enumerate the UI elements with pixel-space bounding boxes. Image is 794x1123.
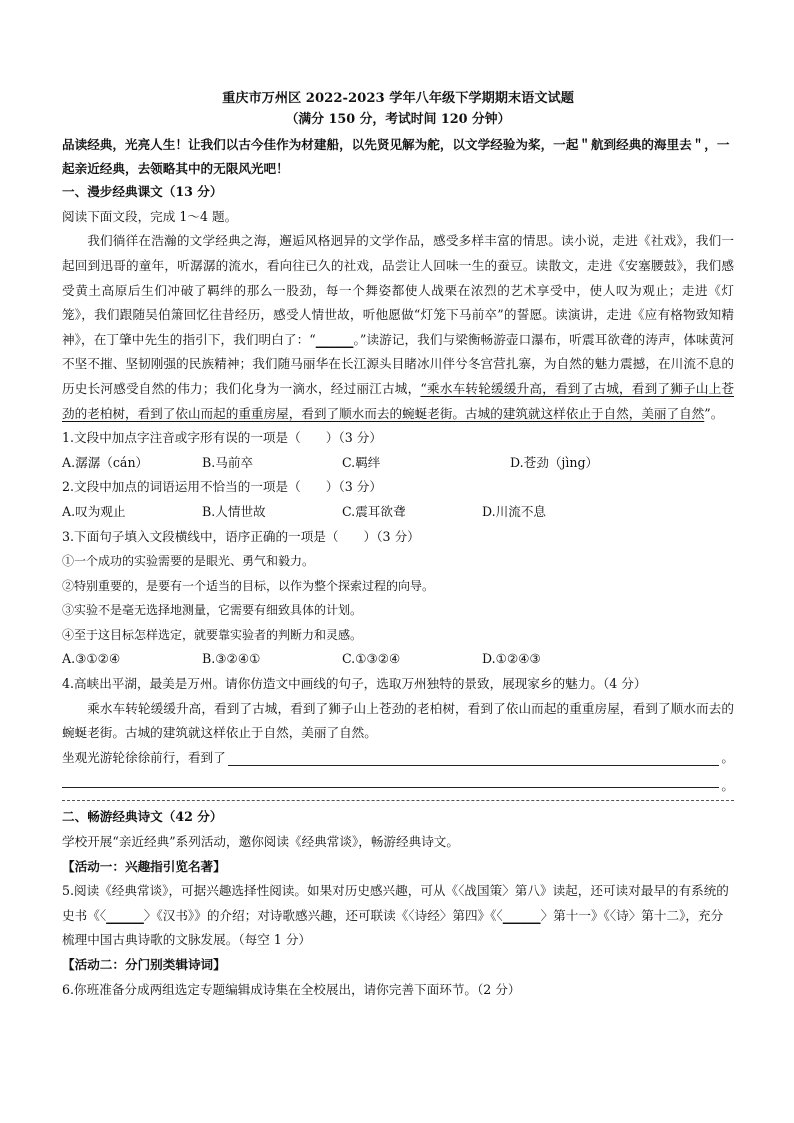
q1-option-a[interactable]: A.潺潺（cán） — [62, 454, 149, 470]
q2-option-b[interactable]: B.人情世故 — [202, 503, 266, 519]
intro-paragraph: 品读经典，光亮人生！让我们以古今佳作为材建船，以先贤见解为舵，以文学经验为桨，一起＂航到经典的海里去＂，一起亲近经典，去领略其中的无限风光吧！ — [62, 137, 730, 176]
question-2-options — [62, 500, 734, 525]
question-3-stem: 3.下面句子填入文段横线中，语序正确的一项是（ ）（3 分） — [62, 528, 420, 544]
activity-1-heading: 【活动一：兴趣指引览名著】 — [62, 858, 226, 874]
q4-prompt: 坐观光游轮徐徐前行，看到了 — [62, 749, 226, 765]
q2-option-a[interactable]: A.叹为观止 — [62, 503, 126, 519]
q2-option-c[interactable]: C.震耳欲聋 — [342, 503, 406, 519]
q5-blank-1[interactable]: ______ — [106, 907, 144, 923]
q1-option-d[interactable]: D.苍劲（jìng） — [510, 454, 599, 470]
question-3-options — [62, 647, 734, 672]
reading-instruction: 阅读下面文段，完成 1～4 题。 — [62, 208, 238, 224]
question-6: 6.你班准备分成两组选定专题编辑成诗集在全校展出，请你完善下面环节。（2 分） — [62, 981, 521, 997]
q3-sentence-2: ②特别重要的，是要有一个适当的目标，以作为整个探索过程的向导。 — [62, 578, 435, 593]
q5-text-b: 〉《汉书》》的介绍；对诗歌感兴趣，还可联读《〈诗经〉第四》《〈 — [143, 907, 503, 923]
activity-2-heading: 【活动二：分门别类辑诗词】 — [62, 957, 226, 972]
question-1-options — [62, 451, 734, 476]
q3-option-c[interactable]: C.①③②④ — [342, 651, 401, 667]
q2-option-d[interactable]: D.川流不息 — [482, 503, 547, 519]
page-subtitle: （满分 150 分，考试时间 120 分钟） — [285, 112, 511, 127]
q4-end-mark: 。 — [721, 749, 734, 765]
reading-passage — [62, 229, 734, 426]
question-1-stem: 1.文段中加点字注音或字形有误的一项是（ ）（3 分） — [62, 430, 382, 446]
q3-sentence-4: ④至于这目标怎样选定，就要靠实验者的判断力和灵感。 — [62, 627, 363, 642]
passage-text-1: 我们徜徉在浩瀚的文学经典之海，邂逅风格迥异的文学作品，感受多样丰富的情思。读小说，走进《社戏》，我们一起回到迅哥的童年，听潺潺的流水，看向往已久的社戏，品尝让人回味一生的蚕豆。读散文，走进《安塞腰鼓》，我们感受黄土高原后生们冲破了羁绊的那么一股劲，每一个舞姿都使人战栗在浓烈的艺术享受中，使人叹为观止；走进《灯笼》，我们跟随吴伯箫回忆往昔经历，感受人情世故，听他愿做“灯笼下马前卒”的誓愿。读演讲，走进《应有格物致知精神》，在丁肇中先生的指引下，我们明白了：“ — [62, 233, 734, 347]
q1-option-b[interactable]: B.马前卒 — [202, 454, 254, 470]
page-title: 重庆市万州区 2022-2023 学年八年级下学期期末语文试题 — [222, 91, 574, 106]
q3-option-d[interactable]: D.①②④③ — [482, 651, 541, 667]
q5-blank-2[interactable]: ______ — [502, 907, 541, 923]
section-heading-2: 二、畅游经典诗文（42 分） — [62, 809, 223, 825]
question-4-stem: 4.高峡出平湖，最美是万州。请你仿造文中画线的句子，选取万州独特的景致，展现家乡的魅力。（4 分） — [62, 676, 647, 692]
section-2-intro: 学校开展“亲近经典”系列活动，邀你阅读《经典常谈》，畅游经典诗文。 — [62, 834, 459, 850]
q4-answer-blank-1[interactable] — [228, 747, 720, 766]
q5-text-c: 〉第十一》《〈诗〉第十二》，充分梳理中国古典诗歌的文脉发展。（每空 1 分） — [62, 907, 724, 948]
section-heading-1: 一、漫步经典课文（13 分） — [62, 184, 223, 200]
passage-end: ”。 — [704, 405, 724, 421]
q5-text-a: 5.阅读《经典常谈》，可据兴趣选择性阅读。如果对历史感兴趣，可从《〈战国策〉第八》读起，还可读对最早的有系统的史书《〈 — [62, 883, 729, 923]
question-4-quote: 乘水车转轮缓缓升高，看到了古城，看到了狮子山上苍劲的老柏树，看到了依山而起的重重房屋，看到了顺水而去的蜿蜒老街。古城的建筑就这样依止于自然，美丽了自然。 — [62, 700, 734, 741]
q4-answer-line — [62, 746, 734, 771]
q1-option-c[interactable]: C.羁绊 — [342, 454, 381, 470]
q4-answer-blank-2[interactable] — [62, 787, 719, 788]
passage-underlined-sentence: “乘水车转轮缓缓升高，看到了古城，看到了狮子山上苍劲的老柏树，看到了依山而起的重重房屋，看到了顺水而去的蜿蜒老街。古城的建筑就这样依止于自然，美丽了自然 — [62, 380, 734, 421]
q3-option-a[interactable]: A.③①②④ — [62, 651, 121, 667]
exam-page — [62, 88, 734, 1002]
passage-text-2: 。”读游记，我们与梁衡畅游壶口瀑布，听震耳欲聋的涛声，体味黄河不坚不摧、坚韧刚强的民族精神；我们随马丽华在长江源头目睹冰川伴兮冬宫营扎寨，为自然的魅力震撼，在川流不息的历史长河感受自然的伟力；我们化身为一滴水，经过丽江古城， — [62, 331, 735, 396]
passage-blank[interactable]: ______ — [315, 331, 354, 347]
question-2-stem: 2.文段中加点的词语运用不恰当的一项是（ ）（3 分） — [62, 479, 382, 495]
q4-end-mark-2: 。 — [721, 778, 734, 794]
q3-sentence-3: ③实验不是毫无选择地测量，它需要有细致具体的计划。 — [62, 603, 363, 618]
q3-sentence-1: ①一个成功的实验需要的是眼光、勇气和毅力。 — [62, 554, 315, 569]
q4-answer-line-2 — [62, 770, 734, 794]
section-divider — [62, 800, 734, 801]
question-5 — [62, 879, 734, 953]
q3-option-b[interactable]: B.③②④① — [202, 651, 261, 667]
